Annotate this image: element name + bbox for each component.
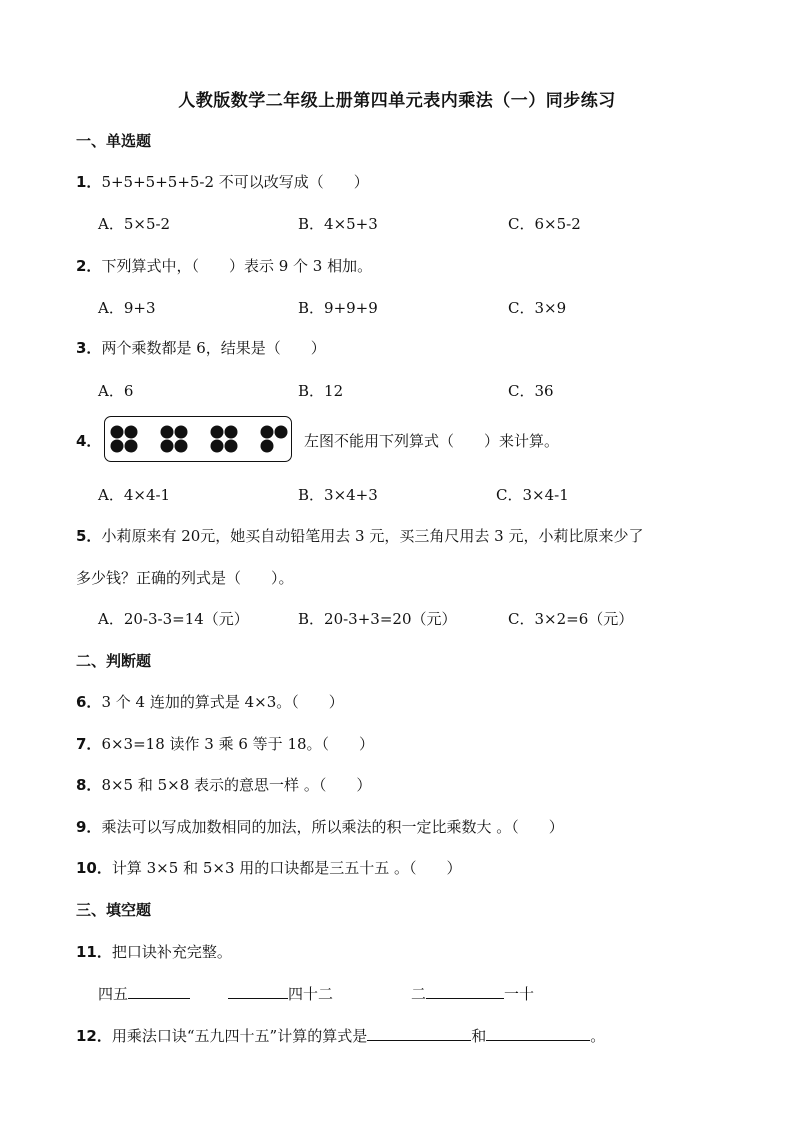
dot-group-4 — [261, 426, 288, 453]
option-a: A．20-3-3=14（元） — [98, 610, 249, 628]
question-5 — [76, 525, 643, 546]
answer-blank[interactable] — [367, 1026, 471, 1041]
question-text: 小莉原来有 20元，她买自动铅笔用去 3 元，买三角尺用去 3 元，小莉比原来少了 — [101, 527, 644, 545]
answer-blank[interactable] — [426, 984, 504, 999]
option-b: B．3×4+3 — [298, 486, 378, 504]
section-heading-fill-blank: 三、填空题 — [76, 901, 152, 919]
question-4-text: 左图不能用下列算式（ ）来计算。 — [304, 432, 560, 450]
option-c: C．3×2=6（元） — [508, 610, 634, 628]
answer-blank[interactable] — [486, 1026, 590, 1041]
fill-item-2: 四十二 — [228, 983, 333, 1004]
question-7: 7．6×3=18 读作 3 乘 6 等于 18。（ ） — [76, 735, 375, 753]
question-1 — [76, 171, 369, 192]
fill-item-1: 四五 — [98, 983, 190, 1004]
question-9: 9．乘法可以写成加数相同的加法，所以乘法的积一定比乘数大 。（ ） — [76, 818, 564, 836]
option-b: B．12 — [298, 382, 344, 400]
fill-item-3: 二 一十 — [411, 985, 535, 1003]
option-a: A．6 — [98, 382, 134, 400]
option-b: B．20-3+3=20（元） — [298, 610, 457, 628]
page-title: 人教版数学二年级上册第四单元表内乘法（一）同步练习 — [178, 91, 616, 111]
option-c: C．36 — [508, 382, 554, 400]
question-text: 两个乘数都是 6，结果是（ ） — [101, 339, 326, 357]
section-heading-true-false: 二、判断题 — [76, 652, 152, 670]
option-b: B．9+9+9 — [298, 299, 378, 317]
question-10: 10．计算 3×5 和 5×3 用的口诀都是三五十五 。（ ） — [76, 859, 462, 877]
question-number: 2． — [76, 257, 102, 275]
question-8: 8．8×5 和 5×8 表示的意思一样 。（ ） — [76, 776, 372, 794]
answer-blank[interactable] — [228, 984, 288, 999]
dots-figure — [104, 416, 292, 462]
dot-group-2 — [161, 426, 188, 453]
dot-group-3 — [211, 426, 238, 453]
option-a: A．5×5-2 — [98, 215, 171, 233]
question-5-text-line2: 多少钱？正确的列式是（ ）。 — [76, 569, 294, 587]
option-a: A．9+3 — [98, 299, 156, 317]
question-text: 5+5+5+5+5-2 不可以改写成（ ） — [101, 173, 369, 191]
option-c: C．6×5-2 — [508, 215, 581, 233]
question-3 — [76, 337, 326, 358]
option-c: C．3×4-1 — [496, 486, 569, 504]
question-number: 1． — [76, 173, 102, 191]
question-11: 11．把口诀补充完整。 — [76, 943, 232, 961]
question-text: 下列算式中，（ ）表示 9 个 3 相加。 — [101, 257, 373, 275]
option-b: B．4×5+3 — [298, 215, 378, 233]
answer-blank[interactable] — [128, 984, 190, 999]
option-c: C．3×9 — [508, 299, 567, 317]
question-2 — [76, 255, 372, 276]
question-number: 3． — [76, 339, 102, 357]
option-a: A．4×4-1 — [98, 486, 171, 504]
question-4-number: 4． — [76, 432, 102, 450]
question-6: 6．3 个 4 连加的算式是 4×3。（ ） — [76, 693, 344, 711]
question-number: 5． — [76, 527, 102, 545]
dots-illustration — [105, 417, 291, 461]
section-heading-single-choice: 一、单选题 — [76, 132, 152, 150]
dot-group-1 — [111, 426, 138, 453]
question-12: 12．用乘法口诀“五九四十五”计算的算式是 和 。 — [76, 1027, 606, 1045]
